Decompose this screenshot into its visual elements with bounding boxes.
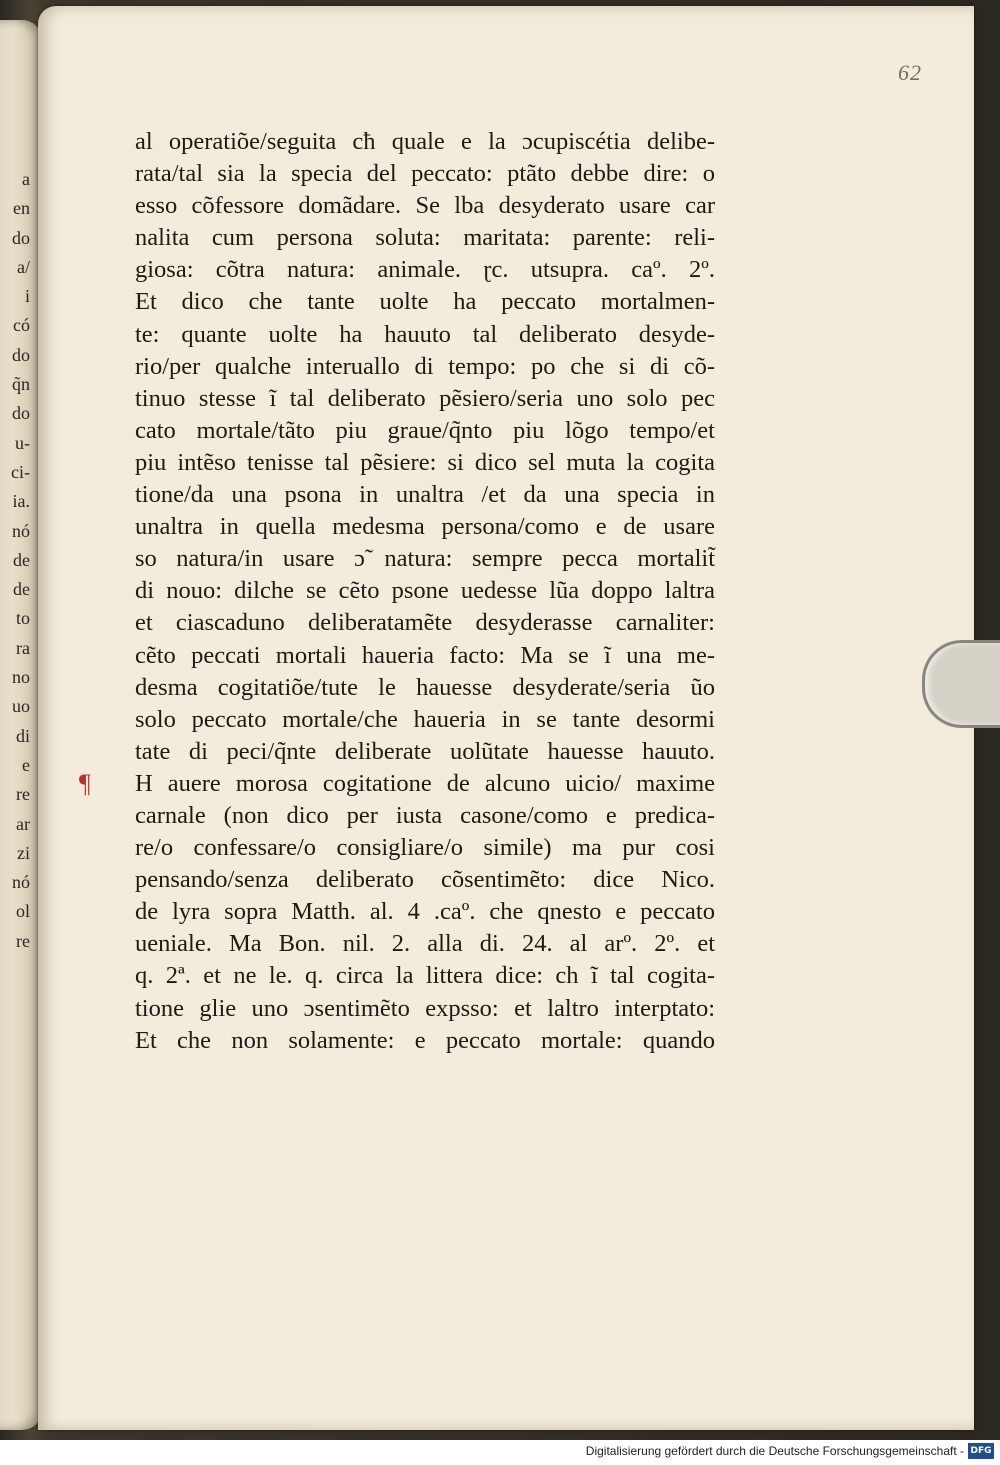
left-fragment: ra — [16, 637, 30, 658]
text-line: giosa: cõtra natura: animale. ɽc. utsupra. caº. 2º. — [135, 256, 715, 284]
text-line: q. 2ª. et ne le. q. circa la littera dice: ch ĩ tal cogita- — [135, 962, 715, 990]
left-fragment: ol — [15, 901, 30, 922]
text-line: di nouo: dilche se cẽto psone uedesse lũa doppo laltra — [135, 577, 715, 605]
left-fragment: e — [22, 754, 30, 775]
left-fragment: do — [12, 403, 30, 424]
funding-credit: Digitalisierung gefördert durch die Deutsche Forschungsgemeinschaft - — [585, 1444, 964, 1458]
left-fragment: re — [16, 784, 30, 805]
left-page-fragments — [0, 165, 30, 956]
text-line: re/o confessare/o consigliare/o simile) ma pur cosi — [135, 834, 715, 862]
text-line: so natura/in usare ɔ̃ natura: sempre pecca mortalit̃ — [135, 545, 715, 573]
text-line: te: quante uolte ha hauuto tal deliberato desyde- — [135, 320, 715, 348]
text-line: rio/per qualche interuallo di tempo: po che si di cõ- — [135, 352, 715, 380]
left-fragment: ar — [16, 813, 30, 834]
left-fragment: q̃n — [12, 374, 30, 395]
left-fragment: a — [22, 169, 30, 189]
page-clip-tab — [922, 640, 1000, 728]
left-fragment: ci- — [11, 461, 30, 482]
left-fragment: di — [15, 725, 30, 746]
text-line: Et dico che tante uolte ha peccato mortalmen- — [135, 288, 715, 316]
folio-number: 62 — [898, 60, 922, 85]
text-line: pensando/senza deliberato cõsentimẽto: dice Nico. — [135, 866, 715, 894]
text-line: nalita cum persona soluta: maritata: parente: reli- — [135, 224, 715, 252]
left-fragment: ia. — [12, 491, 30, 512]
text-line: esso cõfessore domãdare. Se lba desyderato usare car — [135, 192, 715, 220]
left-fragment: de — [13, 549, 30, 570]
left-fragment: i — [24, 286, 30, 307]
text-line: ueniale. Ma Bon. nil. 2. alla di. 24. al arº. 2º. et — [135, 930, 715, 958]
rubric-line — [79, 768, 715, 800]
text-line: cato mortale/tãto piu graue/q̃nto piu lõgo tempo/et — [135, 416, 715, 444]
left-fragment: do — [12, 344, 30, 365]
left-fragment: nó — [12, 520, 30, 541]
main-text-block — [79, 126, 715, 1057]
dfg-logo-icon: DFG — [968, 1443, 994, 1459]
left-fragment: do — [12, 227, 30, 248]
text-line: et ciascaduno deliberatamẽte desyderasse carnaliter: — [135, 609, 715, 637]
left-fragment: có — [13, 315, 30, 336]
left-fragment: zi — [17, 842, 30, 863]
text-line: tate di peci/q̃nte deliberate uolũtate hauesse hauuto. — [135, 737, 715, 765]
rubric-line-text: H auere morosa cogitatione de alcuno uicio/ maxime — [135, 769, 715, 797]
text-line: de lyra sopra Matth. al. 4 .caº. che qnesto e peccato — [135, 898, 715, 926]
text-line: solo peccato mortale/che haueria in se tante desormi — [135, 705, 715, 733]
text-line: desma cogitatiõe/tute le hauesse desyderate/seria ũo — [135, 673, 715, 701]
left-fragment: uo — [12, 696, 30, 717]
text-line: al operatiõe/seguita cħ quale e la ɔcupiscétia delibe- — [135, 128, 715, 155]
left-fragment: re — [16, 930, 30, 951]
left-fragment: no — [12, 667, 30, 688]
text-line: Et che non solamente: e peccato mortale: quando — [135, 1026, 715, 1054]
text-line: unaltra in quella medesma persona/como e de usare — [135, 513, 715, 541]
text-line: piu intẽso tenisse tal pẽsiere: si dico sel muta la cogita — [135, 448, 715, 476]
rubric-pilcrow-icon: ¶ — [79, 768, 91, 798]
text-line: tione/da una psona in unaltra /et da una specia in — [135, 481, 715, 509]
left-fragment: a/ — [17, 256, 30, 277]
text-line: tinuo stesse ĩ tal deliberato pẽsiero/seria uno solo pec — [135, 384, 715, 412]
left-fragment: u- — [15, 432, 30, 453]
text-line: carnale (non dico per iusta casone/como e predica- — [135, 801, 715, 829]
left-fragment: to — [15, 608, 30, 629]
left-fragment: de — [13, 579, 30, 600]
left-fragment: en — [13, 198, 30, 219]
text-line: rata/tal sia la specia del peccato: ptãto debbe dire: o — [135, 160, 715, 188]
text-line: tione glie uno ɔsentimẽto expsso: et laltro interptato: — [135, 994, 715, 1022]
text-line: cẽto peccati mortali haueria facto: Ma se ĩ una me- — [135, 641, 715, 669]
footer-bar — [0, 1440, 1000, 1465]
left-fragment: nó — [12, 872, 30, 893]
